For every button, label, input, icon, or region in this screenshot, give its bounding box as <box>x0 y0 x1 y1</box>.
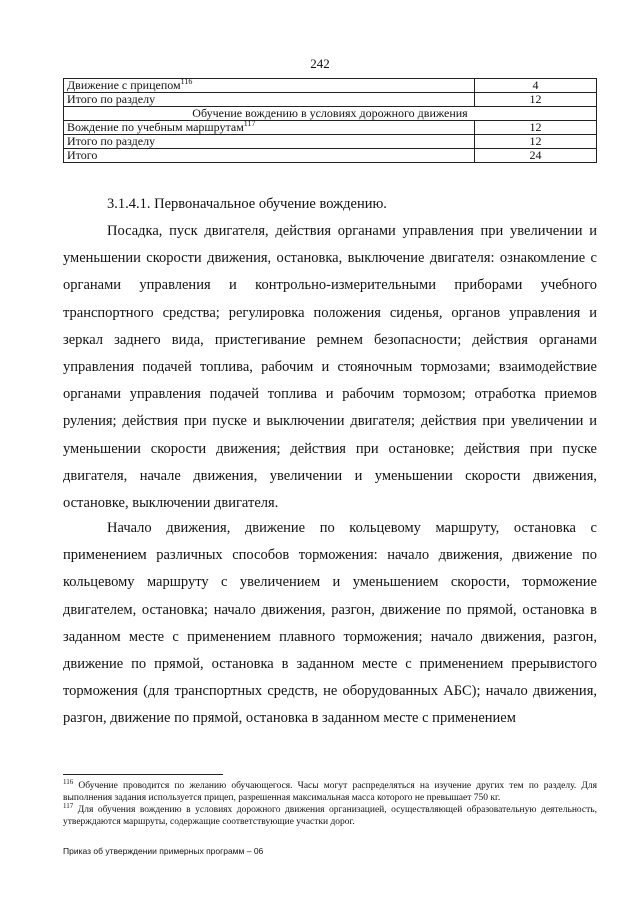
table-cell-hours: 12 <box>475 93 597 107</box>
topic-label: Вождение по учебным маршрутам <box>67 120 244 134</box>
table-row <box>64 93 597 107</box>
footnote-reference: 116 <box>180 77 193 86</box>
footnote-divider <box>63 774 223 775</box>
table-row <box>64 135 597 149</box>
table-cell-topic <box>64 121 475 135</box>
page-number: 242 <box>310 56 330 71</box>
footnote-text: Для обучения вождению в условиях дорожного движения организацией, осуществляющей образовательную деятельность, утверждаются маршруты, содержащие соответствующие участки дорог. <box>63 805 597 827</box>
table-cell-topic <box>64 93 475 107</box>
paragraph-initial-training: Посадка, пуск двигателя, действия органами управления при увеличении и уменьшении скорости движения, остановка, выключение двигателя: ознакомление с органами управления и контрольно-измерительными приборами учебного транспортного средства; регулировка положения сиденья, органов управления и зеркал заднего вида, пристегивание ремнем безопасности; действия органами управления подачей топлива, рабочим и стояночным тормозами; взаимодействие органами управления подачей топлива и рабочим тормозом; отработка приемов руления; действия при пуске и выключении двигателя; действия при увеличении и уменьшении скорости движения; действия при остановке; действия при пуске двигателя, начале движения, увеличении и уменьшении скорости движения, остановке, выключении двигателя. <box>63 223 597 512</box>
table-cell-topic <box>64 135 475 149</box>
table-section-title: Обучение вождению в условиях дорожного движения <box>64 107 597 121</box>
hours-table <box>63 78 597 163</box>
topic-label: Итого по разделу <box>67 92 156 106</box>
table-row <box>64 149 597 163</box>
paragraph-start-movement: Начало движения, движение по кольцевому маршруту, остановка с применением различных способов торможения: начало движения, движение по кольцевому маршруту с увеличением и уменьшением скорости, торможение двигателем, остановка; начало движения, разгон, движение по прямой, остановка в заданном месте с применением плавного торможения; начало движения, разгон, движение по прямой, остановка в заданном месте с применением прерывистого торможения (для транспортных средств, не оборудованных АБС); начало движения, разгон, движение по прямой, остановка в заданном месте с применением <box>63 520 597 727</box>
table-row <box>64 107 597 121</box>
footnote-116 <box>63 777 598 804</box>
table-row <box>64 79 597 93</box>
topic-label: Движение с прицепом <box>67 78 181 92</box>
footnote-text: Обучение проводится по желанию обучающегося. Часы могут распределяться на изучение других тем по разделу. Для выполнения задания используется прицеп, разрешенная максимальная масса которого не превышает 750 кг. <box>63 781 598 803</box>
document-footer: Приказ об утверждении примерных программ – 06 <box>63 846 264 856</box>
table-cell-hours: 4 <box>475 79 597 93</box>
footnote-mark: 116 <box>63 777 74 786</box>
footnotes <box>63 777 598 828</box>
footnote-117 <box>63 801 597 828</box>
table-cell-hours: 12 <box>475 135 597 149</box>
footnote-reference: 117 <box>243 119 256 128</box>
footnote-mark: 117 <box>63 801 74 810</box>
table-cell-hours: 24 <box>475 149 597 163</box>
topic-label: Итого <box>67 148 98 162</box>
table-cell-topic <box>64 149 475 163</box>
table-row <box>64 121 597 135</box>
section-heading: 3.1.4.1. Первоначальное обучение вождению. <box>107 196 387 212</box>
table-cell-topic <box>64 79 475 93</box>
table-cell-hours: 12 <box>475 121 597 135</box>
topic-label: Итого по разделу <box>67 134 156 148</box>
